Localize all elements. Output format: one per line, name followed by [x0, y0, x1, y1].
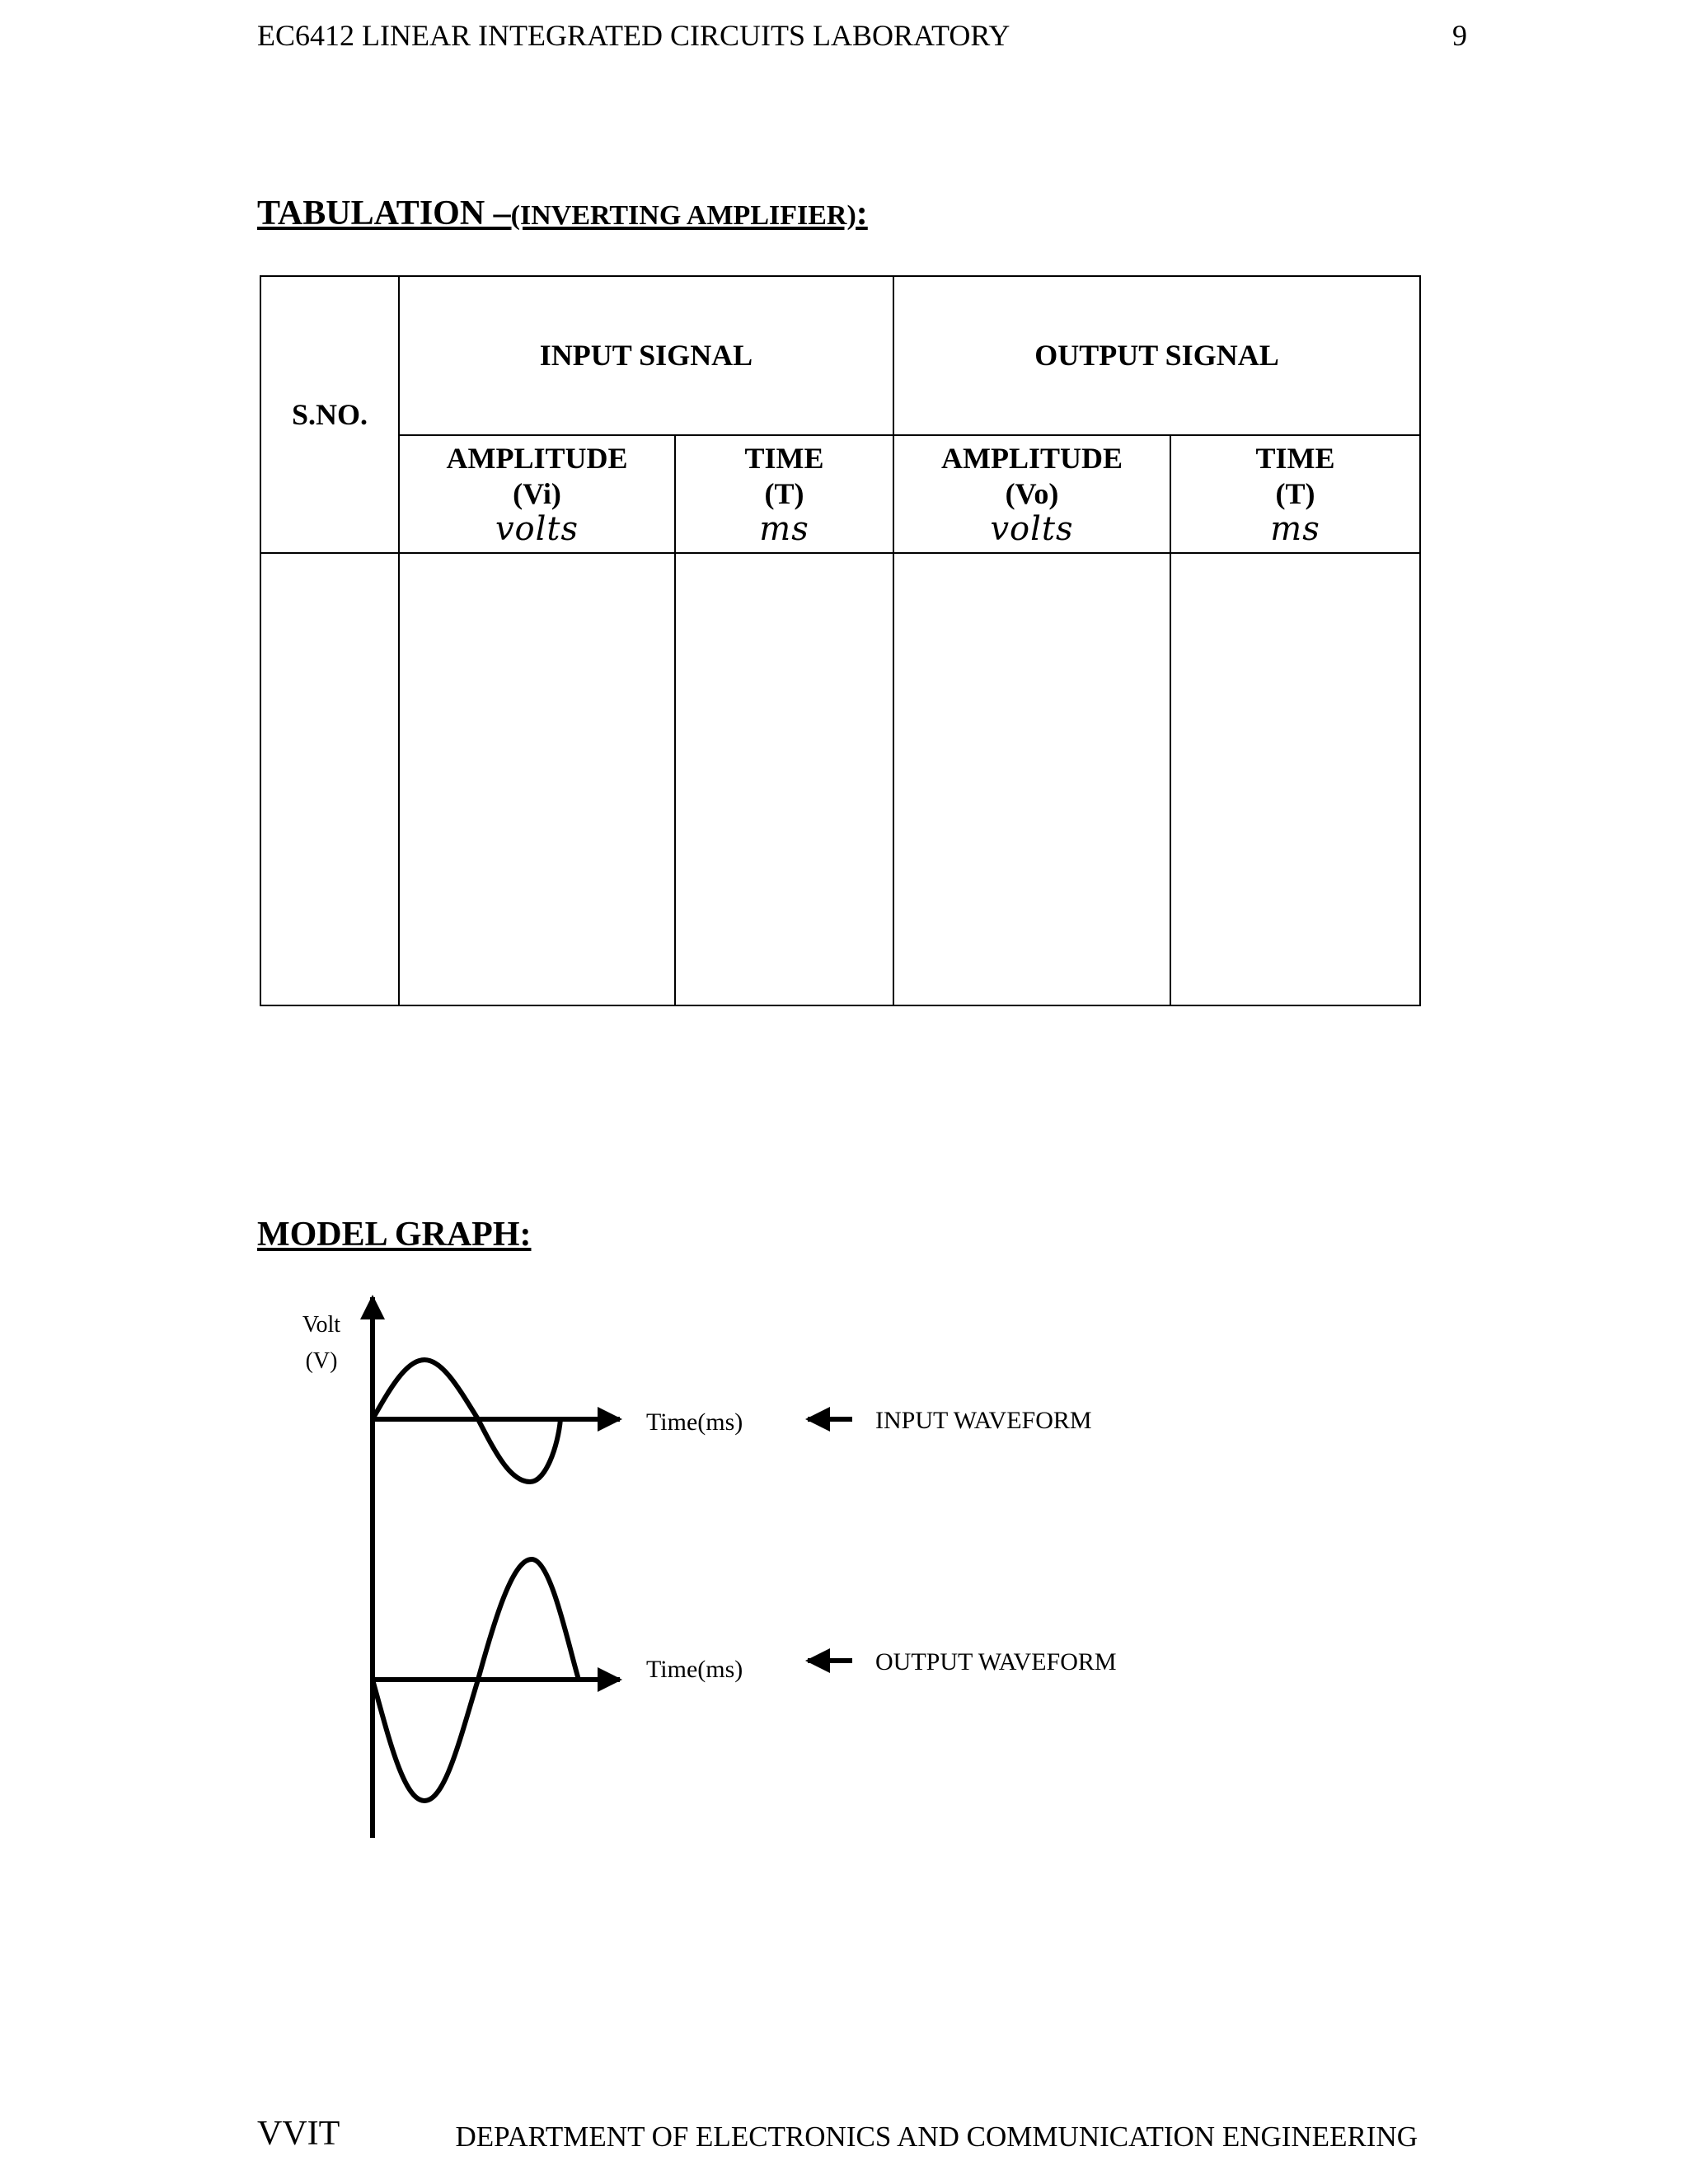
col-unit: volts [990, 510, 1074, 548]
page-footer [257, 2114, 1418, 2163]
tabulation-heading-main: TABULATION – [257, 194, 511, 232]
footer-left: VVIT [257, 2115, 340, 2153]
col-symbol: (Vo) [1005, 477, 1059, 510]
col-symbol: (Vi) [513, 477, 561, 510]
model-graph-figure [247, 1286, 1170, 1846]
col-name: AMPLITUDE [446, 442, 628, 475]
col-input-amplitude [399, 435, 675, 553]
col-output-amplitude [893, 435, 1170, 553]
data-cell [260, 553, 399, 1005]
col-name: AMPLITUDE [940, 442, 1123, 475]
col-output-time [1170, 435, 1420, 553]
col-name: TIME [744, 442, 824, 475]
output-waveform-caption: OUTPUT WAVEFORM [875, 1648, 1117, 1675]
header-title: EC6412 LINEAR INTEGRATED CIRCUITS LABORATORY [257, 19, 1010, 52]
tabulation-table [260, 275, 1421, 1006]
data-cell [675, 553, 893, 1005]
data-cell [1170, 553, 1420, 1005]
input-waveform-caption: INPUT WAVEFORM [875, 1407, 1092, 1434]
col-unit: ms [759, 510, 809, 548]
col-name: TIME [1255, 442, 1335, 475]
tabulation-heading-sub: (INVERTING AMPLIFIER) [510, 200, 856, 231]
tabulation-heading-colon: : [856, 194, 868, 232]
sno-header: S.NO. [260, 276, 399, 553]
output-x-axis-label: Time(ms) [646, 1656, 743, 1683]
output-signal-header: OUTPUT SIGNAL [893, 276, 1420, 435]
model-graph-heading: MODEL GRAPH: [257, 1216, 532, 1254]
footer-right: DEPARTMENT OF ELECTRONICS AND COMMUNICATION ENGINEERING [455, 2121, 1418, 2153]
data-cell [399, 553, 675, 1005]
data-cell [893, 553, 1170, 1005]
page-number: 9 [1452, 19, 1467, 52]
table-data-row [260, 553, 1420, 1005]
col-symbol: (T) [1275, 477, 1315, 510]
col-input-time [675, 435, 893, 553]
page-header [257, 18, 1467, 59]
input-signal-header: INPUT SIGNAL [399, 276, 893, 435]
col-unit: ms [1270, 510, 1320, 548]
col-symbol: (T) [764, 477, 804, 510]
input-x-axis-label: Time(ms) [646, 1408, 743, 1436]
col-unit: volts [495, 510, 579, 548]
y-axis-label-line2: (V) [305, 1348, 338, 1374]
y-axis-label-line1: Volt [302, 1312, 341, 1338]
tabulation-heading [257, 194, 868, 233]
